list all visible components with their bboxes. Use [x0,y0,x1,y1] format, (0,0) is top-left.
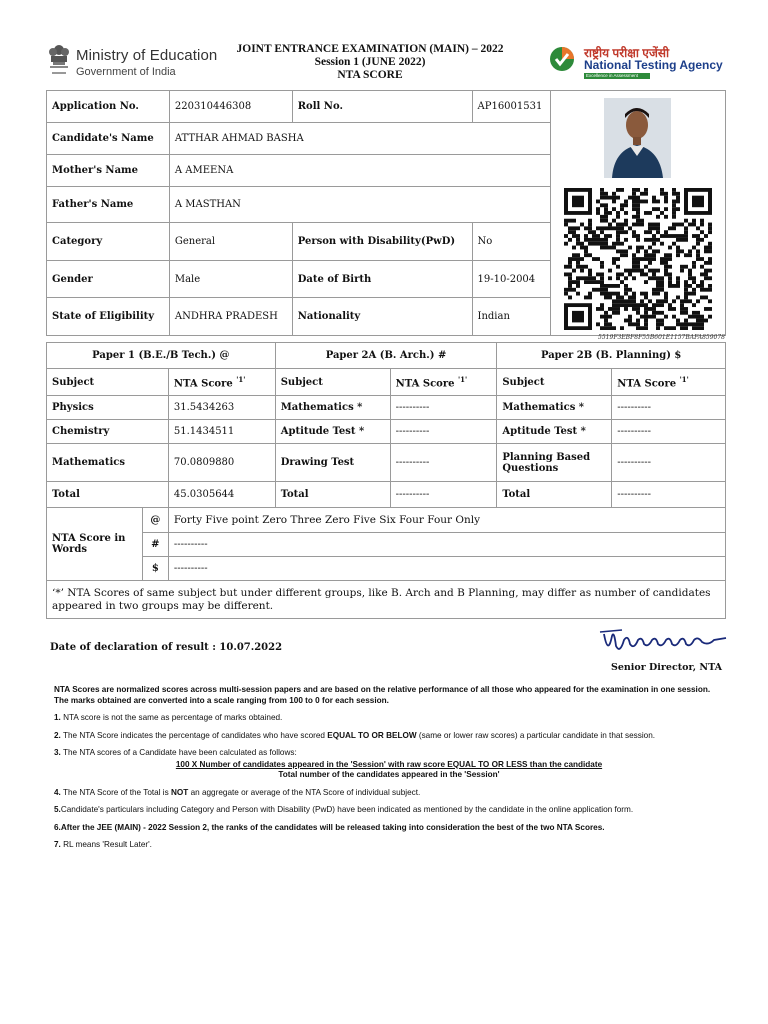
dob-value: 19-10-2004 [472,261,551,298]
agency-english-name: National Testing Agency [584,58,723,72]
score-header-sup: '1' [457,374,468,384]
score-formula [54,760,724,780]
exam-score-title: NTA SCORE [337,69,403,81]
table-row [47,444,726,482]
words-symbol: # [142,533,168,557]
p1-score-header [168,369,275,396]
p2b-subject: Aptitude Test * [497,420,612,444]
father-label: Father's Name [47,187,170,223]
p2a-subject: Aptitude Test * [275,420,390,444]
note-text: RL means 'Result Later'. [63,840,152,849]
p1-subject: Physics [47,396,169,420]
roll-no-value: AP16001531 [472,91,551,123]
note-emphasis: NOT [171,787,189,797]
note-number: 6. [54,822,61,832]
name-value: ATTHAR AHMAD BASHA [169,123,551,155]
p2b-score: ---------- [612,420,726,444]
ministry-subtitle: Government of India [76,66,176,78]
note-number: 2. [54,730,61,740]
score-header-sup: '1' [679,374,689,384]
p1-subject: Mathematics [47,444,169,482]
p2a-score-header [390,369,497,396]
note-1 [54,713,724,724]
declaration-date: Date of declaration of result : 10.07.2022 [50,642,283,653]
p1-total-label: Total [47,482,169,508]
note-number: 7. [54,840,61,849]
p2b-score-header [612,369,726,396]
note-7 [54,840,724,851]
roll-no-label: Roll No. [292,91,472,123]
note-2 [54,731,724,742]
words-symbol: @ [142,508,168,533]
dob-label: Date of Birth [292,261,472,298]
mother-value: A AMEENA [169,155,551,187]
note-text: NTA score is not the same as percentage of marks obtained. [63,713,283,722]
paper1-heading: Paper 1 (B.E./B Tech.) @ [47,343,276,369]
signature-image [598,626,748,658]
signatory-title: Senior Director, NTA [610,662,722,673]
father-value: A MASTHAN [169,187,551,223]
pwd-value: No [472,223,551,261]
exam-title: JOINT ENTRANCE EXAMINATION (MAIN) – 2022 [236,43,504,55]
score-header-label: NTA Score [173,378,233,390]
paper2a-heading: Paper 2A (B. Arch.) # [275,343,497,369]
p2b-subject-header: Subject [497,369,612,396]
note-4 [54,788,724,799]
score-header-label: NTA Score [617,378,677,390]
p1-total-score: 45.0305644 [168,482,275,508]
score-header-label: NTA Score [395,378,455,390]
note-text: The NTA scores of a Candidate have been calculated as follows: [62,748,297,757]
qr-code-text: 5519F3EBF8F55B601E1157BAFA859078 [598,334,725,341]
app-no-label: Application No. [47,91,170,123]
note-text: The NTA Score indicates the percentage of candidates who have scored [62,730,328,740]
p2a-total-score: ---------- [390,482,497,508]
table-row [47,482,726,508]
score-header-sup: '1' [236,374,246,384]
p2a-subject: Drawing Test [275,444,390,482]
state-value: ANDHRA PRADESH [169,298,292,336]
paper2b-heading: Paper 2B (B. Planning) $ [497,343,726,369]
nationality-value: Indian [472,298,551,336]
note-text: an aggregate or average of the NTA Score of individual subject. [188,787,421,797]
p1-score: 51.1434511 [168,420,275,444]
words-text: ---------- [168,557,725,581]
p2a-score: ---------- [390,396,497,420]
exam-session: Session 1 (JUNE 2022) [314,56,426,68]
mother-label: Mother's Name [47,155,170,187]
words-symbol: $ [142,557,168,581]
p2a-subject-header: Subject [275,369,390,396]
words-text: ---------- [168,533,725,557]
name-label: Candidate's Name [47,123,170,155]
note-6 [54,823,724,834]
agency-tagline: Excellence in Assessment [584,73,650,79]
words-text: Forty Five point Zero Three Zero Five Six Four Four Only [168,508,725,533]
note-text: The NTA Score of the Total is [62,787,171,797]
p2b-total-score: ---------- [612,482,726,508]
note-5 [54,805,724,816]
p1-subject: Chemistry [47,420,169,444]
note-number: 5. [54,805,61,814]
p2a-subject: Mathematics * [275,396,390,420]
national-emblem-icon [48,42,70,80]
nta-logo-icon [549,46,575,72]
gender-value: Male [169,261,292,298]
nationality-label: Nationality [292,298,472,336]
p2b-score: ---------- [612,444,726,482]
note-number: 3. [54,748,61,757]
p2a-score: ---------- [390,444,497,482]
exam-heading [225,43,515,82]
p2a-score: ---------- [390,420,497,444]
formula-denominator: Total number of the candidates appeared in the 'Session' [278,769,500,779]
note-3 [54,748,724,759]
p1-subject-header: Subject [47,369,169,396]
p2a-total-label: Total [275,482,390,508]
p2b-total-label: Total [497,482,612,508]
state-label: State of Eligibility [47,298,170,336]
category-label: Category [47,223,170,261]
ministry-title: Ministry of Education [76,47,218,64]
score-footnote: ‘*’ NTA Scores of same subject but under different groups, like B. Arch and B Planning, may differ as number of candidates appeared in two groups may be different. [47,581,726,619]
p2b-subject: Mathematics * [497,396,612,420]
table-row [47,420,726,444]
p1-score: 31.5434263 [168,396,275,420]
score-in-words-label: NTA Score in Words [47,508,143,581]
notes-section [54,685,724,858]
note-text: (same or lower raw scores) a particular candidate in that session. [416,730,656,740]
agency-hindi-name: राष्ट्रीय परीक्षा एजेंसी [584,46,670,60]
note-text: Candidate's particulars including Category and Person with Disability (PwD) have been indicated as mentioned by the candidate in the online application form. [60,805,634,814]
note-emphasis: EQUAL TO OR BELOW [327,730,417,740]
candidate-photo [604,98,671,178]
p2b-subject: Planning Based Questions [497,444,612,482]
note-number: 4. [54,787,61,797]
p2b-score: ---------- [612,396,726,420]
p1-score: 70.0809880 [168,444,275,482]
table-row [47,396,726,420]
app-no-value: 220310446308 [169,91,292,123]
category-value: General [169,223,292,261]
gender-label: Gender [47,261,170,298]
note-text: After the JEE (MAIN) - 2022 Session 2, the ranks of the candidates will be released taking into consideration the best of the two NTA Scores. [60,822,605,832]
formula-numerator: 100 X Number of candidates appeared in the 'Session' with raw score EQUAL TO OR LESS than the candidate [175,759,603,769]
score-table [46,342,726,619]
pwd-label: Person with Disability(PwD) [292,223,472,261]
note-number: 1. [54,713,61,722]
notes-intro: NTA Scores are normalized scores across multi-session papers and are based on the relative performance of all those who appeared for the examination in one session. The marks obtained are converted into a scale ranging from 100 to 0 for each session. [54,685,711,705]
qr-code [564,188,712,330]
